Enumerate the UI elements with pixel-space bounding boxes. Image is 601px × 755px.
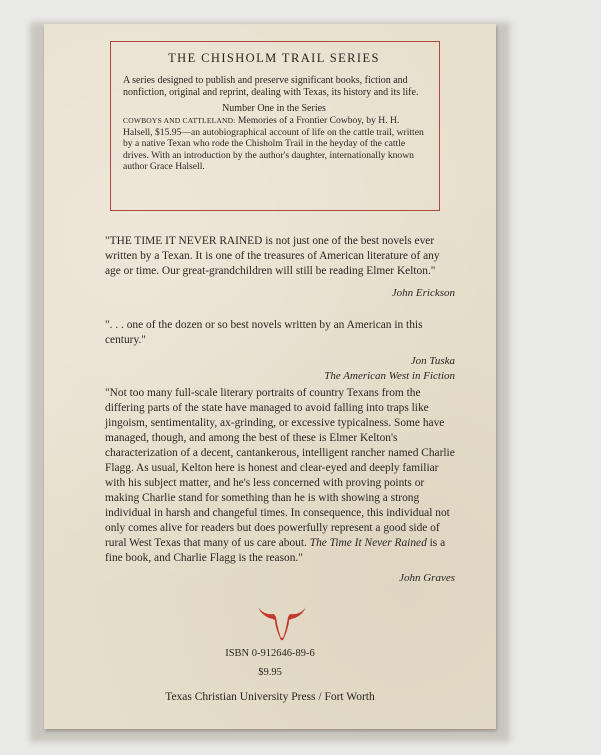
- quote-text-after: is a fine book, and Charlie Flagg is the reason.": [105, 537, 446, 564]
- price: $9.95: [258, 667, 282, 678]
- quote-book-title: The Time It Never Rained: [309, 537, 427, 549]
- quote-text: [105, 386, 455, 566]
- series-book-text: Memories of a Frontier Cowboy, by H. H. Halsell, $15.95—an autobiographical account of life on the cattle trail, written by a native Texan who rode the Chisholm Trail in the heyday of the cattle drives. With an introduction by the author's daughter, internationally known author Grace Halsell.: [123, 115, 424, 173]
- series-description: A series designed to publish and preserve significant books, fiction and nonfiction, original and reprint, dealing with Texas, its history and its life.: [123, 75, 419, 98]
- quote-attribution: John Graves: [399, 572, 455, 584]
- publisher: Texas Christian University Press / Fort Worth: [165, 691, 375, 703]
- series-number-label: Number One in the Series: [222, 103, 326, 114]
- quote-text-before: "Not too many full-scale literary portraits of country Texans from the differing parts of the state have managed to avoid falling into traps like jingoism, sentimentality, ax-grinding, or excessive typicalness. Some have managed, though, and among the best of these is Elmer Kelton's characterization of a decent, cantankerous, intelligent rancher named Charlie Flagg. As usual, Kelton here is honest and clear-eyed and deeply familiar with his subject matter, and he's less concerned with proving points or making Charlie stand for something than he is with showing a strong individual in harsh and changeful times. In consequence, this individual not only comes alive for readers but does powerfully represent a good side of rural West Texas that many of us care about.: [105, 387, 455, 549]
- series-book-entry: [123, 115, 425, 173]
- quote-attribution: John Erickson: [391, 287, 455, 299]
- quote-attribution: Jon Tuska: [410, 355, 455, 367]
- quote-source: The American West in Fiction: [324, 370, 455, 382]
- series-book-title: COWBOYS AND CATTLELAND:: [123, 116, 236, 125]
- series-info-box: [110, 41, 440, 211]
- quote-3: [105, 386, 455, 586]
- isbn: ISBN 0-912646-89-6: [225, 648, 315, 659]
- book-back-cover: [44, 24, 496, 729]
- longhorn-icon: [256, 601, 308, 643]
- quote-2: [105, 318, 455, 384]
- quote-1: [105, 234, 455, 301]
- quote-text: ". . . one of the dozen or so best novels written by an American in this century.": [105, 319, 423, 346]
- series-title: THE CHISHOLM TRAIL SERIES: [168, 51, 380, 65]
- quote-text: "THE TIME IT NEVER RAINED is not just one of the best novels ever written by a Texan. It is one of the treasures of American literature of any age or time. Our great-grandchildren will still be reading Elmer Kelton.": [105, 235, 440, 277]
